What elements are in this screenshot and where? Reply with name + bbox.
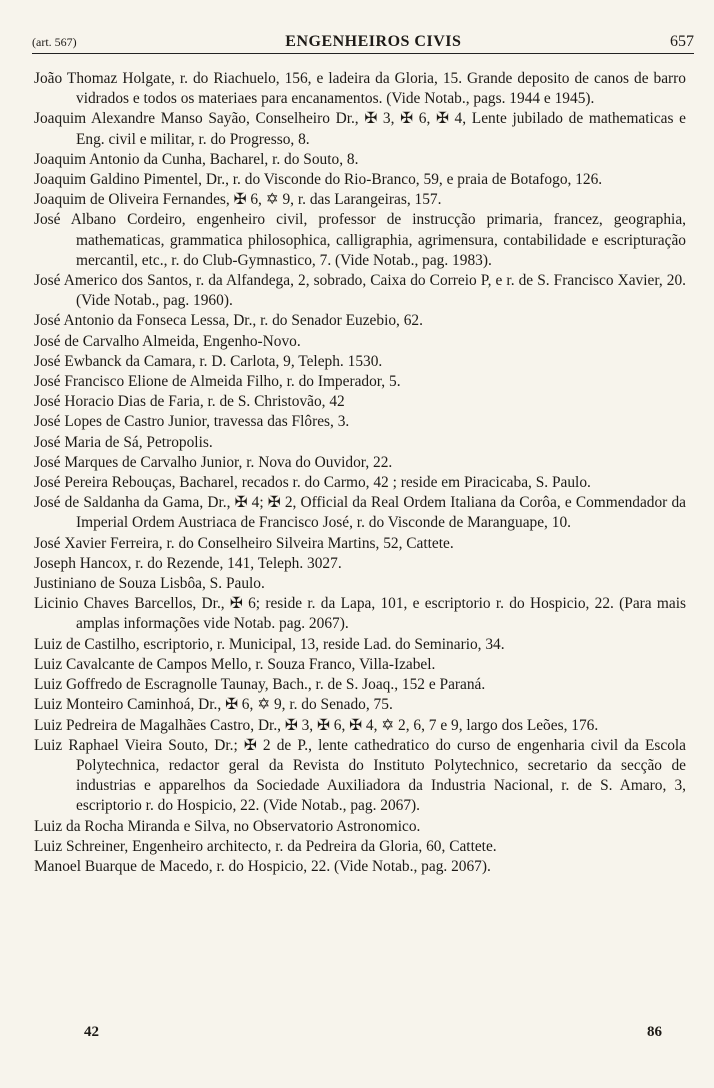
directory-entry: Luiz de Castilho, escriptorio, r. Municipal, 13, reside Lad. do Seminario, 34.: [34, 635, 505, 653]
directory-entry: José de Carvalho Almeida, Engenho-Novo.: [34, 332, 301, 350]
directory-entry: Joaquim Alexandre Manso Sayão, Conselheiro Dr., ✠ 3, ✠ 6, ✠ 4, Lente jubilado de mathematicas e Eng. civil e militar, r. do Progresso, 8.: [34, 110, 686, 148]
page-footer: [84, 1024, 662, 1041]
page-header: [32, 31, 694, 54]
directory-entry: Joaquim de Oliveira Fernandes, ✠ 6, ✡ 9, r. das Larangeiras, 157.: [34, 191, 442, 209]
entry-list: [34, 69, 686, 877]
directory-entry: José Maria de Sá, Petropolis.: [34, 433, 213, 451]
page-title: ENGENHEIROS CIVIS: [285, 33, 462, 50]
directory-entry: Licinio Chaves Barcellos, Dr., ✠ 6; reside r. da Lapa, 101, e escriptorio r. do Hospicio, 22. (Para mais amplas informações vide Notab. pag. 2067).: [34, 595, 686, 633]
directory-entry: José Pereira Rebouças, Bacharel, recados r. do Carmo, 42 ; reside em Piracicaba, S. Paulo.: [34, 474, 591, 492]
directory-entry: José Albano Cordeiro, engenheiro civil, professor de instrucção primaria, francez, geographia, mathematicas, grammatica philosophica, calligraphia, agrimensura, contabilidade e escripturação mercantil, etc., r. do Club-Gymnastico, 7. (Vide Notab., pag. 1983).: [34, 211, 686, 269]
directory-entry: José de Saldanha da Gama, Dr., ✠ 4; ✠ 2, Official da Real Ordem Italiana da Corôa, e Commendador da Imperial Ordem Austriaca de Francisco José, r. do Visconde de Maranguape, 10.: [34, 494, 686, 532]
directory-entry: João Thomaz Holgate, r. do Riachuelo, 156, e ladeira da Gloria, 15. Grande deposito de canos de barro vidrados e todos os materiaes para encanamentos. (Vide Notab., pags. 1944 e 1945).: [34, 70, 686, 108]
directory-entry: Luiz Goffredo de Escragnolle Taunay, Bach., r. de S. Joaq., 152 e Paraná.: [34, 676, 486, 694]
directory-entry: Luiz Cavalcante de Campos Mello, r. Souza Franco, Villa-Izabel.: [34, 655, 436, 673]
directory-entry: Luiz da Rocha Miranda e Silva, no Observatorio Astronomico.: [34, 817, 421, 835]
section-reference: (art. 567): [32, 34, 77, 49]
directory-entry: Joseph Hancox, r. do Rezende, 141, Teleph. 3027.: [34, 554, 342, 572]
directory-entry: José Horacio Dias de Faria, r. de S. Christovão, 42: [34, 393, 345, 411]
directory-entry: Joaquim Antonio da Cunha, Bacharel, r. do Souto, 8.: [34, 150, 359, 168]
directory-entry: Justiniano de Souza Lisbôa, S. Paulo.: [34, 575, 265, 593]
directory-entry: José Ewbanck da Camara, r. D. Carlota, 9, Teleph. 1530.: [34, 352, 383, 370]
directory-entry: José Francisco Elione de Almeida Filho, r. do Imperador, 5.: [34, 373, 401, 391]
directory-entry: José Xavier Ferreira, r. do Conselheiro Silveira Martins, 52, Cattete.: [34, 534, 454, 552]
directory-entry: José Lopes de Castro Junior, travessa das Flôres, 3.: [34, 413, 350, 431]
directory-entry: José Marques de Carvalho Junior, r. Nova do Ouvidor, 22.: [34, 453, 393, 471]
footer-signature-right: 86: [647, 1024, 662, 1040]
directory-entry: José Antonio da Fonseca Lessa, Dr., r. do Senador Euzebio, 62.: [34, 312, 423, 330]
directory-entry: Luiz Pedreira de Magalhães Castro, Dr., ✠ 3, ✠ 6, ✠ 4, ✡ 2, 6, 7 e 9, largo dos Leões, 176.: [34, 716, 599, 734]
directory-entry: Joaquim Galdino Pimentel, Dr., r. do Visconde do Rio-Branco, 59, e praia de Botafogo, 126.: [34, 171, 603, 189]
directory-entry: Luiz Monteiro Caminhoá, Dr., ✠ 6, ✡ 9, r. do Senado, 75.: [34, 696, 393, 714]
directory-entry: Luiz Schreiner, Engenheiro architecto, r. da Pedreira da Gloria, 60, Cattete.: [34, 837, 497, 855]
directory-entry: José Americo dos Santos, r. da Alfandega, 2, sobrado, Caixa do Correio P, e r. de S. Francisco Xavier, 20. (Vide Notab., pag. 1960).: [34, 272, 686, 310]
page-number: 657: [669, 33, 694, 50]
directory-entry: Luiz Raphael Vieira Souto, Dr.; ✠ 2 de P., lente cathedratico do curso de engenharia civil da Escola Polytechnica, redactor geral da Revista do Instituto Polytechnico, secretario da secção de industrias e apparelhos da Sociedade Auxiliadora da Industria Nacional, r. de S. Amaro, 3, escriptorio r. do Hospicio, 22. (Vide Notab., pag. 2067).: [34, 736, 686, 815]
footer-signature-left: 42: [84, 1024, 99, 1040]
directory-entry: Manoel Buarque de Macedo, r. do Hospicio, 22. (Vide Notab., pag. 2067).: [34, 857, 491, 875]
